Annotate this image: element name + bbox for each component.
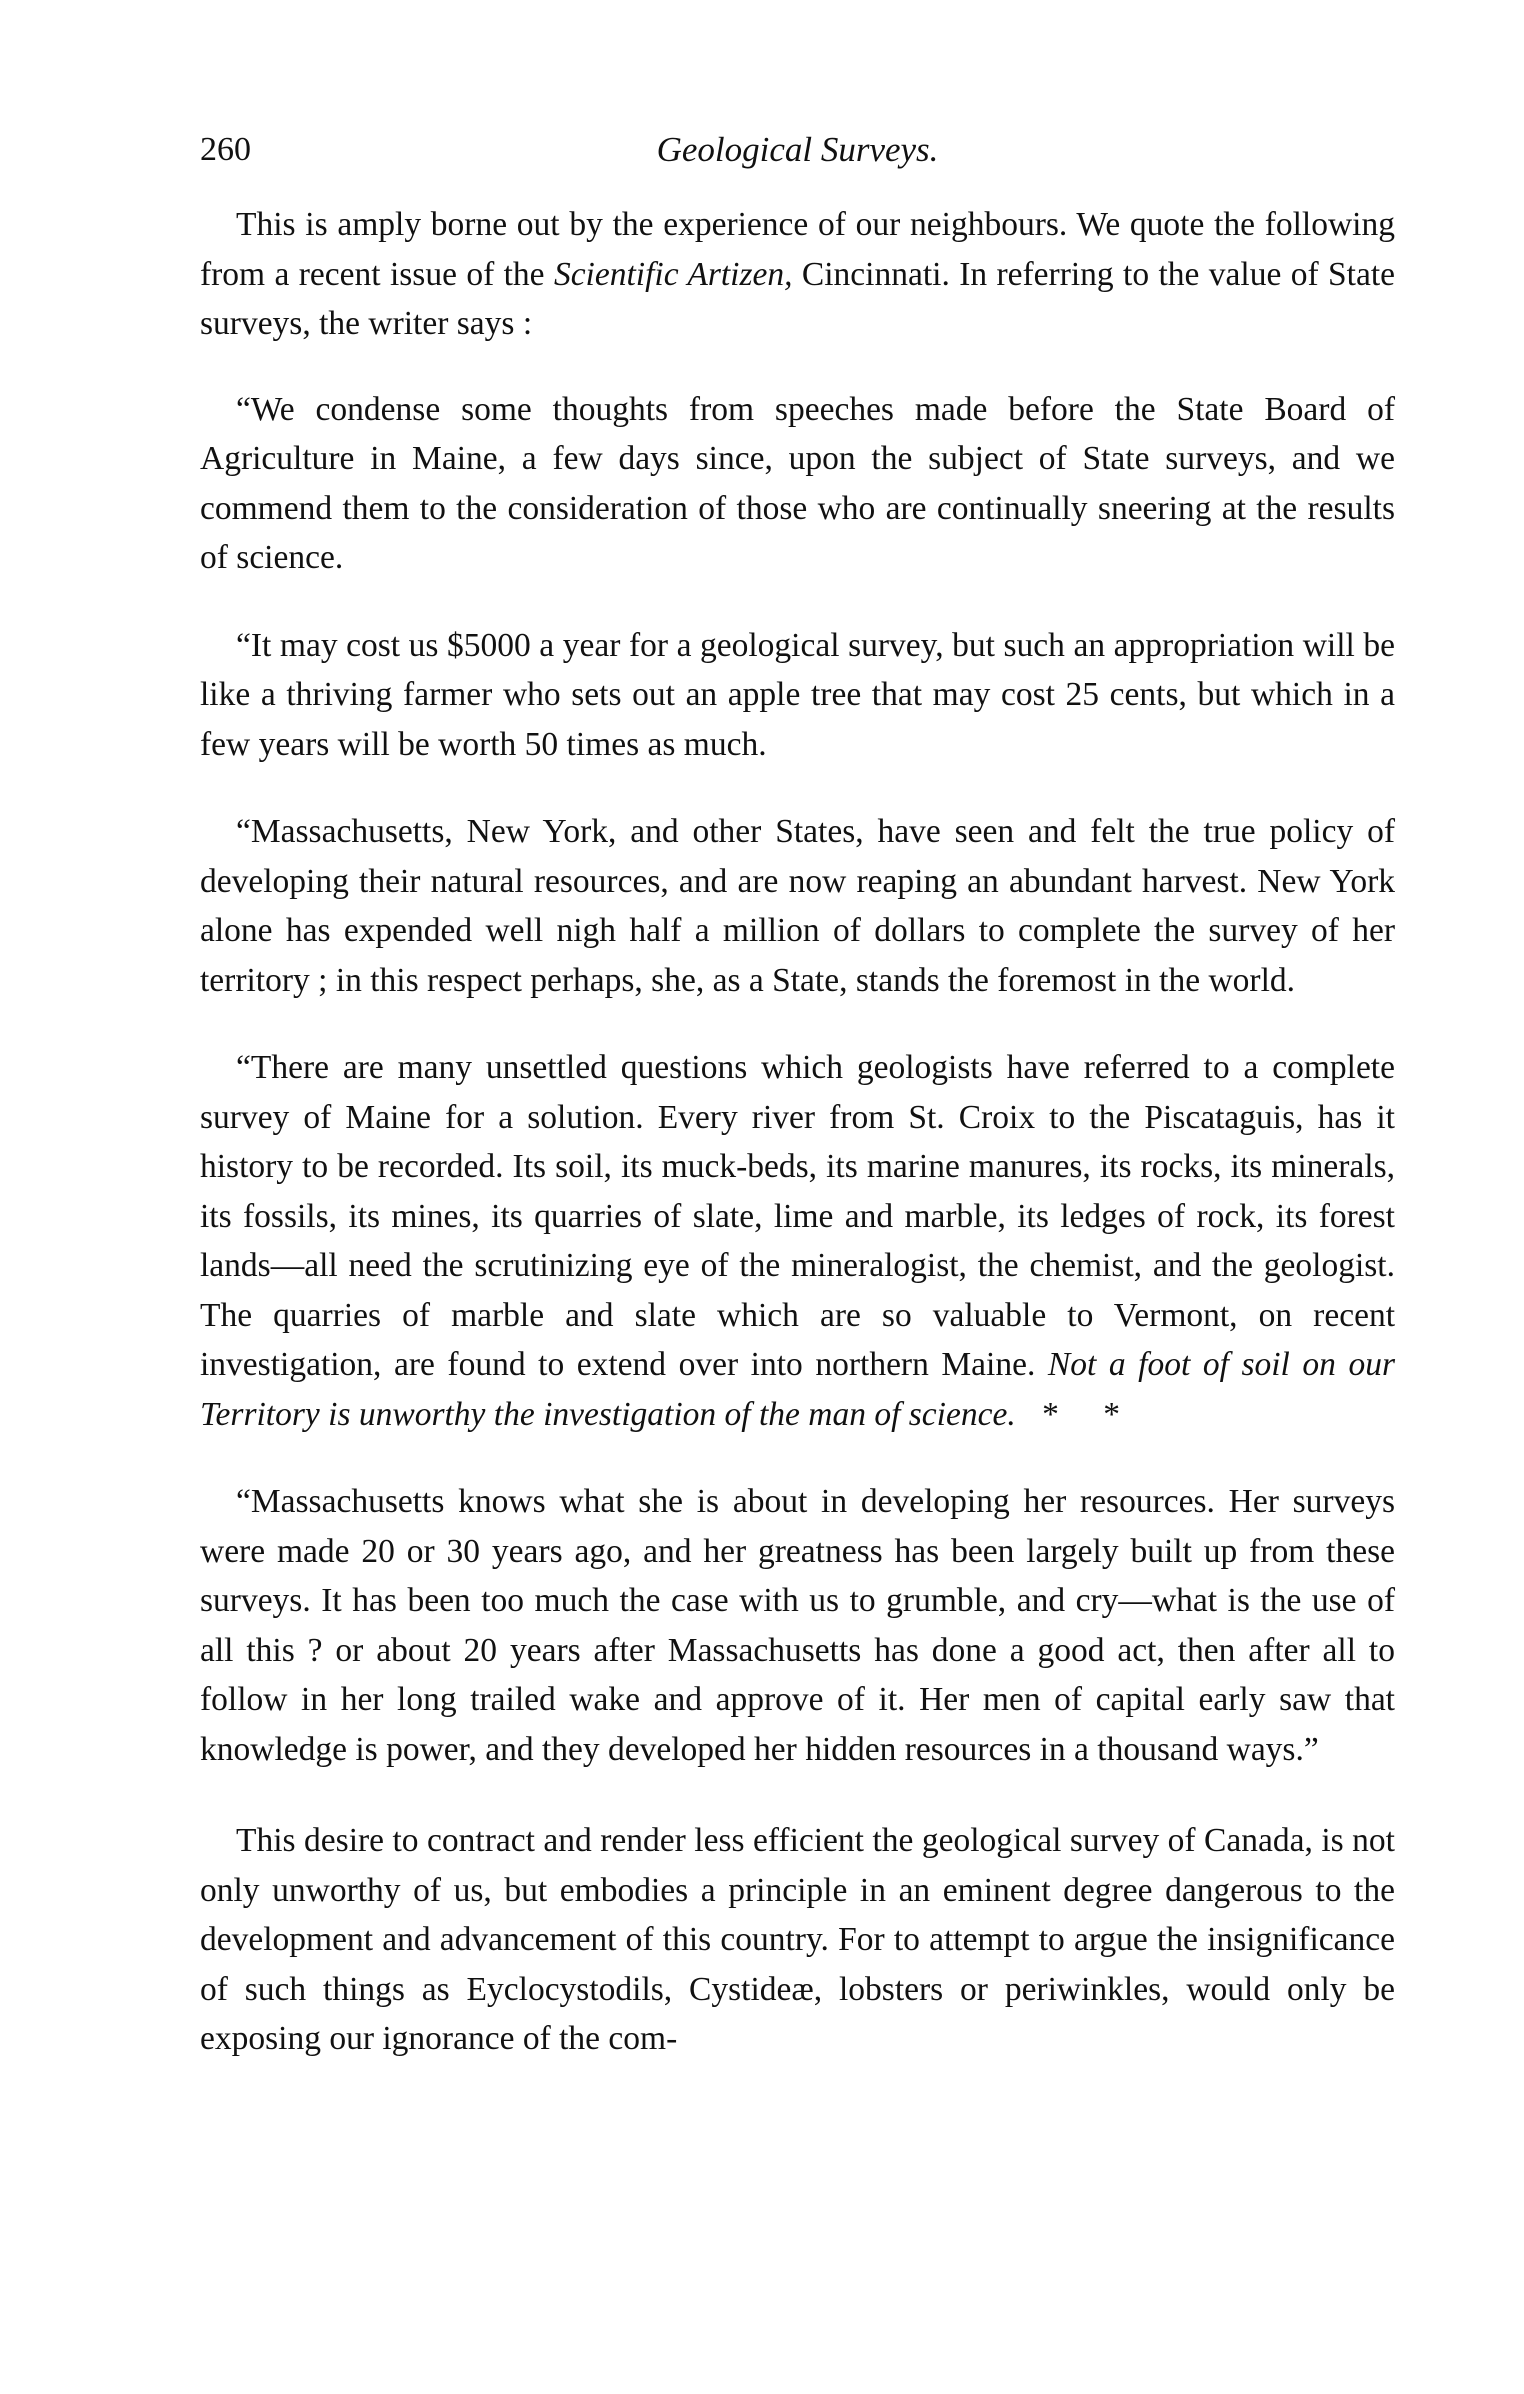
quote-paragraph-5: “Massachusetts knows what she is about in developing her resources. Her surveys were made 20 or 30 years ago, and her greatness has been largely built up from these surveys. It has been too much the case with us to grumble, and cry—what is the use of all this ? or about 20 years after Massachusetts has done a good act, then after all to follow in her long trailed wake and approve of it. Her men of capital early saw that knowledge is power, and they developed her hidden resources in a thousand ways.” xyxy=(200,1483,1395,1768)
intro-text-end: Cincinnati. In referring to the value of State surveys, the writer says : xyxy=(200,255,1396,342)
page-header xyxy=(200,130,1395,190)
quote-paragraph-2: “It may cost us $5000 a year for a geological survey, but such an appropriation will be like a thriving farmer who sets out an apple tree that may cost 25 cents, but which in a few years will be worth 50 times as much. xyxy=(200,626,1395,763)
running-title: Geological Surveys. xyxy=(656,130,939,169)
ellipsis-stars: * * xyxy=(1015,1395,1138,1433)
quote-paragraph-1: “We condense some thoughts from speeches made before the State Board of Agriculture in Maine, a few days since, upon the subject of State surveys, and we commend them to the consideration of those who are continually sneering at the results of science. xyxy=(200,390,1395,576)
intro-paragraph xyxy=(200,200,1395,349)
page-number: 260 xyxy=(200,131,251,168)
closing-paragraph: This desire to contract and render less efficient the geological survey of Canada, is not only unworthy of us, but embodies a principle in an eminent degree dangerous to the development and advancement of this country. For to attempt to argue the insignificance of such things as Eyclocystodils, Cystideæ, lobsters or periwinkles, would only be exposing our ignorance of the com- xyxy=(200,1822,1395,2057)
quote-paragraph-4 xyxy=(200,1043,1395,1439)
quote-4-italic: Not a foot of soil on our Territory is unworthy the investigation of the man of science. xyxy=(200,1346,1395,1433)
publication-title: Scientific Artizen, xyxy=(553,255,793,293)
quote-paragraph-3: “Massachusetts, New York, and other States, have seen and felt the true policy of developing their natural resources, and are now reaping an abundant harvest. New York alone has expended well nigh half a million of dollars to complete the survey of her territory ; in this respect perhaps, she, as a State, stands the foremost in the world. xyxy=(200,813,1395,999)
intro-text-start: This is amply borne out by the experience of our neighbours. We quote the following from a recent issue of the xyxy=(200,206,1395,293)
quote-4-text: “There are many unsettled questions which geologists have referred to a complete survey of Maine for a solution. Every river from St. Croix to the Piscataguis, has it history to be recorded. Its soil, its muck-beds, its marine manures, its rocks, its minerals, its fossils, its mines, its quarries of slate, lime and marble, its ledges of rock, its forest lands—all need the scrutinizing eye of the mineralogist, the chemist, and the geologist. The quarries of marble and slate which are so valuable to Vermont, on recent investigation, are found to extend over into northern Maine. xyxy=(200,1049,1395,1383)
book-page xyxy=(200,130,1395,2064)
